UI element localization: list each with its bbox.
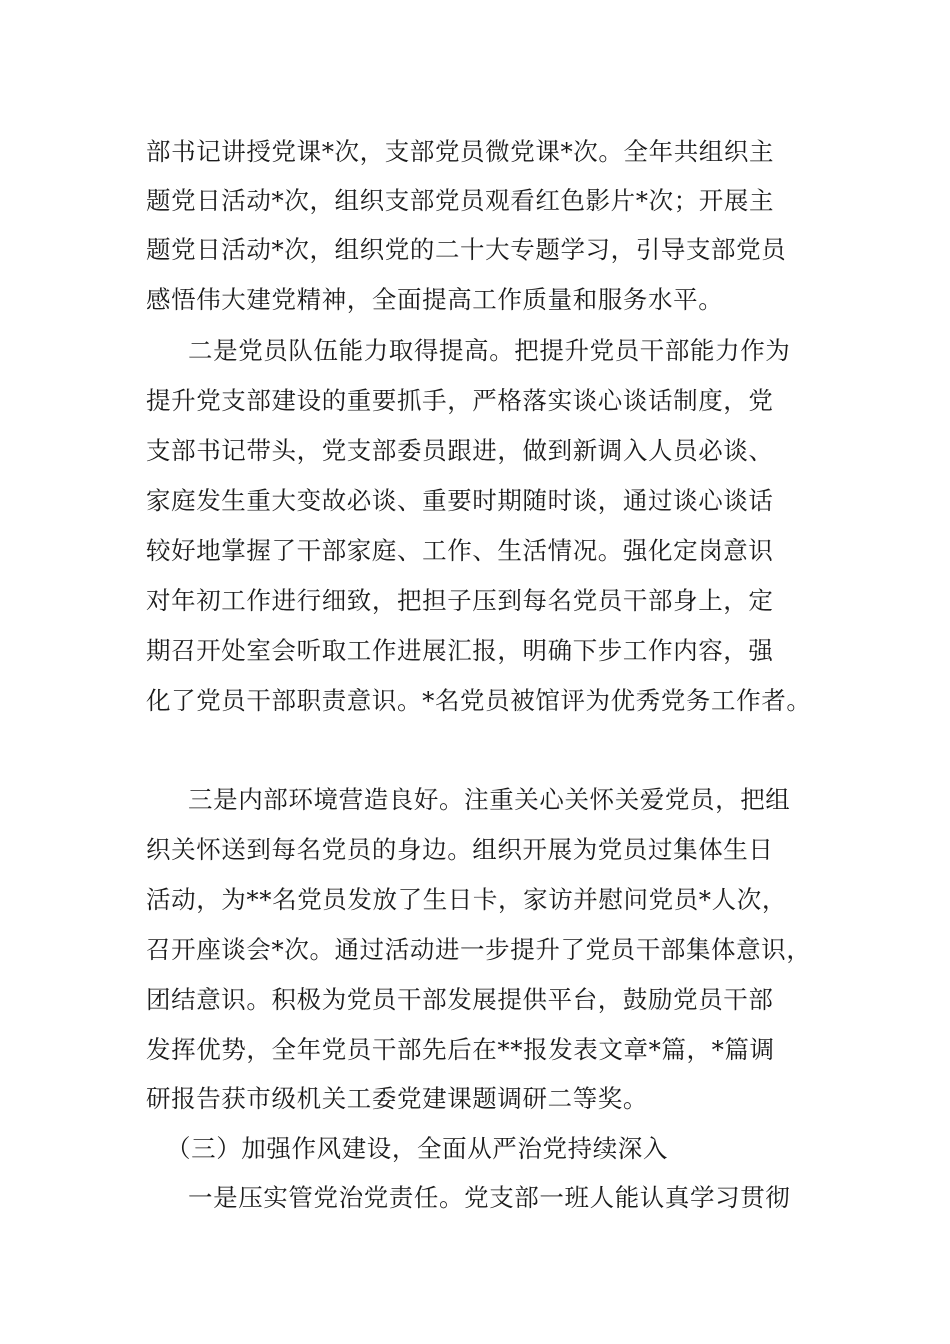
text-line: 提升党支部建设的重要抓手，严格落实谈心谈话制度，党 (146, 386, 774, 415)
text-line: 织关怀送到每名党员的身边。组织开展为党员过集体生日 (146, 835, 774, 864)
text-line: 召开座谈会*次。通过活动进一步提升了党员干部集体意识， (146, 935, 812, 964)
text-line: 团结意识。积极为党员干部发展提供平台，鼓励党员干部 (146, 985, 774, 1014)
text-line: 三是内部环境营造良好。注重关心关怀关爱党员，把组 (188, 785, 791, 814)
text-line: 活动，为**名党员发放了生日卡，家访并慰问党员*人次， (146, 885, 787, 914)
text-line: 题党日活动*次，组织支部党员观看红色影片*次；开展主 (146, 186, 775, 215)
text-line: 发挥优势，全年党员干部先后在**报发表文章*篇，*篇调 (146, 1035, 775, 1064)
text-line: 题党日活动*次，组织党的二十大专题学习，引导支部党员 (146, 235, 787, 264)
text-line: 期召开处室会听取工作进展汇报，明确下步工作内容，强 (146, 636, 774, 665)
text-line: 较好地掌握了干部家庭、工作、生活情况。强化定岗意识 (146, 536, 774, 565)
text-line: 化了党员干部职责意识。*名党员被馆评为优秀党务工作者。 (146, 686, 812, 715)
text-line: 一是压实管党治党责任。党支部一班人能认真学习贯彻 (188, 1183, 791, 1212)
text-line: 部书记讲授党课*次，支部党员微党课*次。全年共组织主 (146, 137, 775, 166)
text-line: 家庭发生重大变故必谈、重要时期随时谈，通过谈心谈话 (146, 486, 774, 515)
text-line: 对年初工作进行细致，把担子压到每名党员干部身上，定 (146, 586, 774, 615)
text-line: 感悟伟大建党精神，全面提高工作质量和服务水平。 (146, 285, 724, 314)
section-heading: （三）加强作风建设，全面从严治党持续深入 (166, 1134, 668, 1163)
text-line: 支部书记带头，党支部委员跟进，做到新调入人员必谈、 (146, 436, 774, 465)
text-line: 研报告获市级机关工委党建课题调研二等奖。 (146, 1084, 648, 1113)
text-line: 二是党员队伍能力取得提高。把提升党员干部能力作为 (188, 336, 791, 365)
